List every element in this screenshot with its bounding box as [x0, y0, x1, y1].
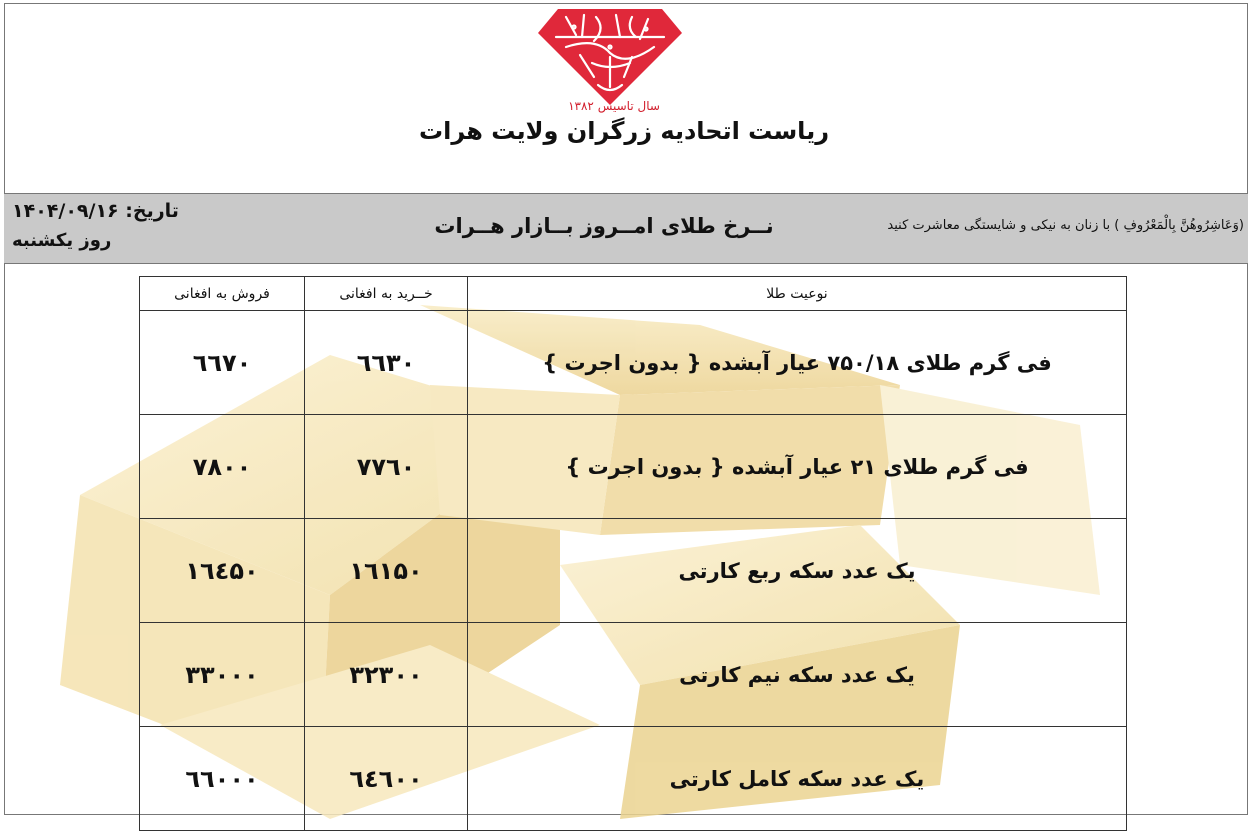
item-name: یک عدد سکه نیم کارتی: [468, 623, 1127, 727]
buy-price: ٦٤٦۰۰: [305, 727, 468, 831]
title-band: [4, 193, 1248, 264]
table-row: [140, 623, 1127, 727]
header: [4, 3, 1248, 193]
red-diamond-calligraphy-logo-icon: [536, 7, 684, 107]
buy-price: ۱٦۱۵۰: [305, 519, 468, 623]
price-list-title: نــرخ طلای امــروز بــازار هــرات: [434, 214, 774, 238]
table-row: [140, 727, 1127, 831]
day-label: روز یکشنبه: [12, 230, 112, 251]
quran-verse: (وَعَاشِرُوهُنَّ بِالْمَعْرُوفِ ) با زنان به نیکی و شایستگی معاشرت کنید: [887, 218, 1244, 233]
sell-price: ۱٦٤۵۰: [140, 519, 305, 623]
sell-price: ٦٦٧٠: [140, 311, 305, 415]
buy-price: ۳۲۳۰۰: [305, 623, 468, 727]
item-name: فی گرم طلای ۷۵۰/۱۸ عیار آبشده { بدون اجرت }: [468, 311, 1127, 415]
sell-price: ۳۳۰۰۰: [140, 623, 305, 727]
buy-price: ۷۷٦۰: [305, 415, 468, 519]
item-name: یک عدد سکه ربع کارتی: [468, 519, 1127, 623]
organization-title: ریاست اتحادیه زرگران ولایت هرات: [418, 117, 830, 145]
gold-price-table: [139, 276, 1127, 831]
buy-price: ٦٦٣٠: [305, 311, 468, 415]
column-header-item: نوعیت طلا: [468, 277, 1127, 311]
item-name: فی گرم طلای ۲۱ عیار آبشده { بدون اجرت }: [468, 415, 1127, 519]
date-label: تاریخ: ۱۴۰۴/۰۹/۱۶: [12, 200, 179, 222]
table-row: [140, 415, 1127, 519]
column-header-buy: خــرید به افغانی: [305, 277, 468, 311]
item-name: یک عدد سکه کامل کارتی: [468, 727, 1127, 831]
table-row: [140, 519, 1127, 623]
founded-year: سال تاسیس ۱۳۸۲: [568, 99, 660, 113]
table-header-row: [140, 277, 1127, 311]
table-row: [140, 311, 1127, 415]
column-header-sell: فروش به افغانی: [140, 277, 305, 311]
sell-price: ۷۸۰۰: [140, 415, 305, 519]
sell-price: ٦٦۰۰۰: [140, 727, 305, 831]
